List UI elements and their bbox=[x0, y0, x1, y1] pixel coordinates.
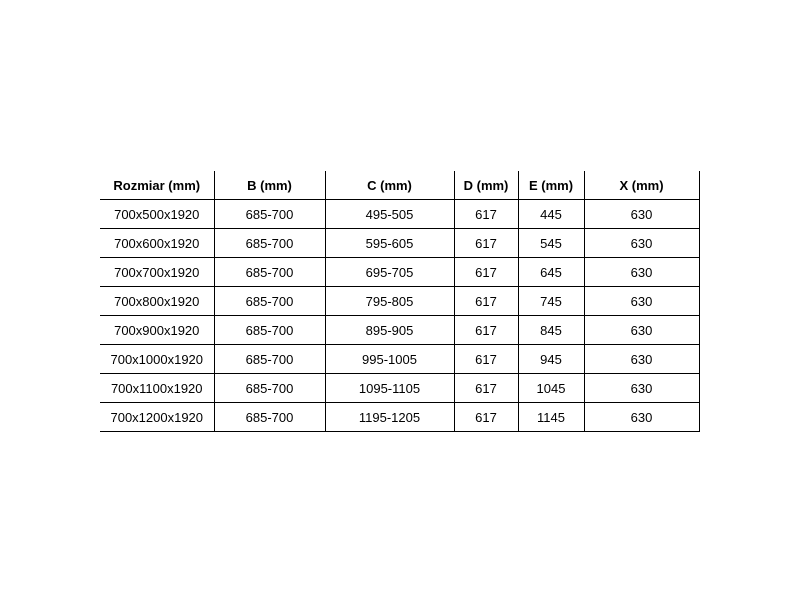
header-row bbox=[100, 171, 699, 200]
cell-x: 630 bbox=[584, 258, 699, 287]
cell-d: 617 bbox=[454, 258, 518, 287]
header-c: C (mm) bbox=[325, 171, 454, 200]
cell-rozmiar: 700x700x1920 bbox=[100, 258, 214, 287]
cell-x: 630 bbox=[584, 229, 699, 258]
cell-rozmiar: 700x600x1920 bbox=[100, 229, 214, 258]
cell-d: 617 bbox=[454, 316, 518, 345]
cell-c: 995-1005 bbox=[325, 345, 454, 374]
cell-rozmiar: 700x900x1920 bbox=[100, 316, 214, 345]
size-table bbox=[100, 171, 700, 432]
header-e: E (mm) bbox=[518, 171, 584, 200]
header-d: D (mm) bbox=[454, 171, 518, 200]
cell-e: 1045 bbox=[518, 374, 584, 403]
cell-c: 1195-1205 bbox=[325, 403, 454, 432]
table-row bbox=[100, 229, 699, 258]
cell-e: 545 bbox=[518, 229, 584, 258]
cell-b: 685-700 bbox=[214, 374, 325, 403]
table-row bbox=[100, 287, 699, 316]
table-header bbox=[100, 171, 699, 200]
table-row bbox=[100, 345, 699, 374]
cell-b: 685-700 bbox=[214, 200, 325, 229]
cell-c: 1095-1105 bbox=[325, 374, 454, 403]
cell-e: 745 bbox=[518, 287, 584, 316]
cell-d: 617 bbox=[454, 287, 518, 316]
cell-x: 630 bbox=[584, 287, 699, 316]
header-b: B (mm) bbox=[214, 171, 325, 200]
cell-e: 845 bbox=[518, 316, 584, 345]
cell-e: 945 bbox=[518, 345, 584, 374]
cell-e: 645 bbox=[518, 258, 584, 287]
cell-rozmiar: 700x500x1920 bbox=[100, 200, 214, 229]
cell-d: 617 bbox=[454, 200, 518, 229]
table-row bbox=[100, 316, 699, 345]
cell-e: 445 bbox=[518, 200, 584, 229]
cell-rozmiar: 700x1200x1920 bbox=[100, 403, 214, 432]
cell-x: 630 bbox=[584, 316, 699, 345]
cell-b: 685-700 bbox=[214, 345, 325, 374]
cell-x: 630 bbox=[584, 345, 699, 374]
table-body bbox=[100, 200, 699, 432]
cell-x: 630 bbox=[584, 403, 699, 432]
cell-d: 617 bbox=[454, 403, 518, 432]
table-row bbox=[100, 403, 699, 432]
cell-b: 685-700 bbox=[214, 258, 325, 287]
cell-c: 695-705 bbox=[325, 258, 454, 287]
table-row bbox=[100, 200, 699, 229]
cell-b: 685-700 bbox=[214, 316, 325, 345]
header-x: X (mm) bbox=[584, 171, 699, 200]
cell-b: 685-700 bbox=[214, 229, 325, 258]
cell-b: 685-700 bbox=[214, 287, 325, 316]
cell-rozmiar: 700x800x1920 bbox=[100, 287, 214, 316]
cell-c: 595-605 bbox=[325, 229, 454, 258]
cell-rozmiar: 700x1100x1920 bbox=[100, 374, 214, 403]
cell-b: 685-700 bbox=[214, 403, 325, 432]
cell-x: 630 bbox=[584, 200, 699, 229]
cell-d: 617 bbox=[454, 374, 518, 403]
size-table-container bbox=[100, 171, 700, 432]
cell-x: 630 bbox=[584, 374, 699, 403]
cell-c: 895-905 bbox=[325, 316, 454, 345]
table-row bbox=[100, 258, 699, 287]
header-rozmiar: Rozmiar (mm) bbox=[100, 171, 214, 200]
cell-c: 495-505 bbox=[325, 200, 454, 229]
cell-e: 1145 bbox=[518, 403, 584, 432]
cell-c: 795-805 bbox=[325, 287, 454, 316]
table-row bbox=[100, 374, 699, 403]
cell-d: 617 bbox=[454, 229, 518, 258]
cell-d: 617 bbox=[454, 345, 518, 374]
cell-rozmiar: 700x1000x1920 bbox=[100, 345, 214, 374]
